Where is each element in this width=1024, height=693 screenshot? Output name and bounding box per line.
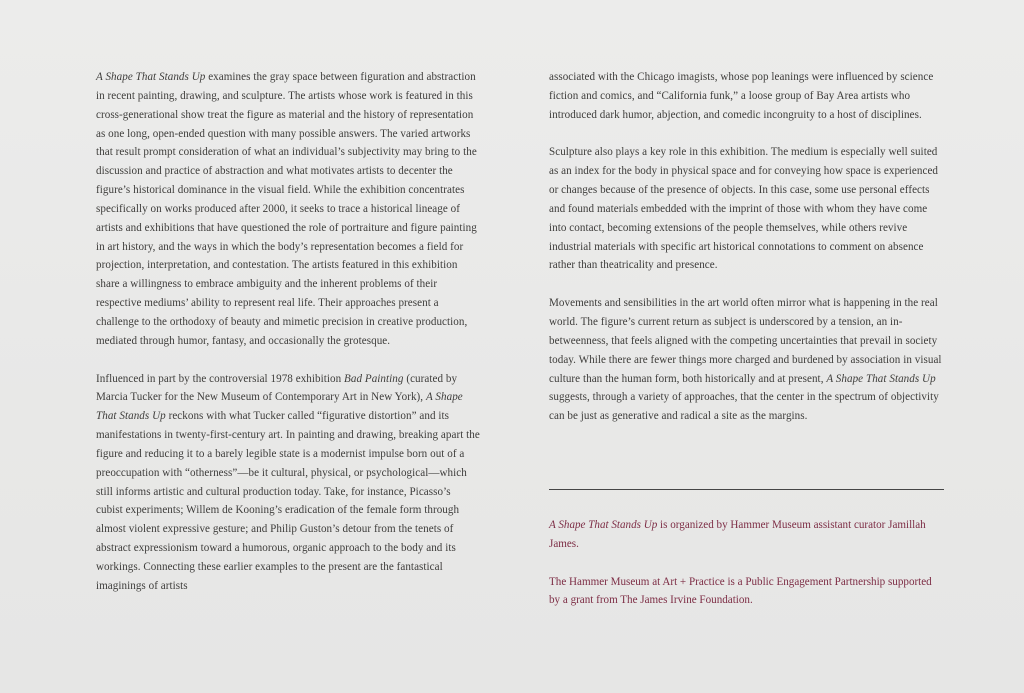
partnership-credit: The Hammer Museum at Art + Practice is a Public Engagement Partnership supported by a grant from The James Irvine Foundation. [549,575,932,607]
exhibition-title: A Shape That Stands Up [826,372,936,385]
credits-block [549,516,945,629]
history-paragraph [96,370,480,596]
history-text-a: Influenced in part by the controversial 1978 exhibition [96,372,345,385]
organizer-credit-text: is organized by Hammer Museum assistant curator Jamillah James. [549,519,926,550]
chicago-imagists-paragraph: associated with the Chicago imagists, whose pop leanings were influenced by science fiction and comics, and “California funk,” a loose group of Bay Area artists who introduced dark humor, abjection, and comedic incongruity to a host of disciplines. [549,71,934,121]
exhibition-title: A Shape That Stands Up [96,71,206,83]
movements-text-b: suggests, through a variety of approaches, that the center in the spectrum of objectivity can be just as generative and radical a site as the margins. [549,391,939,423]
bad-painting-title: Bad Painting [344,372,404,385]
organizer-credit [549,516,945,554]
divider-rule [549,489,944,490]
movements-paragraph [549,294,945,426]
exhibition-title: A Shape That Stands Up [96,391,463,423]
intro-paragraph-text: examines the gray space between figuration and abstraction in recent painting, drawing, and sculpture. The artists whose work is featured in this cross-generational show treat the figure as material and the history of representation as one long, open-ended question with many possible answers. The varied artworks that result prompt consideration of what an individual’s subjectivity may bring to the discussion and practice of abstraction and what motivates artists to decenter the figure’s historical dominance in the visual field. While the exhibition concentrates specifically on works produced after 2000, it seeks to trace a historical lineage of artists and exhibitions that have questioned the role of portraiture and figure painting in art history, and the ways in which the body’s representation becomes a field for projection, interpretation, and contestation. The artists featured in this exhibition share a willingness to embrace ambiguity and the inherent problems of their respective mediums’ ability to represent real life. Their approaches present a challenge to the orthodoxy of beauty and mimetic precision in creative production, mediated through humor, fantasy, and occasionally the grotesque. [96,71,477,347]
history-text-c: reckons with what Tucker called “figurative distortion” and its manifestations in twenty-first-century art. In painting and drawing, breaking apart the figure and reducing it to a barely legible state is a modernist impulse born out of a preoccupation with “otherness”—be it cultural, physical, or psychological—which still informs artistic and cultural production today. Take, for instance, Picasso’s cubist experiments; Willem de Kooning’s eradication of the female form through almost violent expressive gesture; and Philip Guston’s detour from the tenets of abstract expressionism toward a humorous, organic approach to the body and its workings. Connecting these earlier examples to the present are the fantastical imaginings of artists [96,410,480,592]
history-text-b: (curated by Marcia Tucker for the New Museum of Contemporary Art in New York), [96,372,458,404]
exhibition-title: A Shape That Stands Up [549,519,658,531]
intro-paragraph [96,68,480,351]
movements-text-a: Movements and sensibilities in the art world often mirror what is happening in the real world. The figure’s current return as subject is underscored by a tension, an in-betweenness, that feels aligned with the competing uncertainties that prevail in society today. While there are fewer things more charged and burdened by association in visual culture than the human form, both historically and at present, [549,297,942,385]
left-text-column [96,68,480,614]
sculpture-paragraph: Sculpture also plays a key role in this exhibition. The medium is especially well suited as an index for the body in physical space and for conveying how space is experienced or changes because of the presence of objects. In this case, some use personal effects and found materials embedded with the imprint of those with whom they have come into contact, becoming extensions of the people themselves, while others revive industrial materials with specific art historical connotations to comment on absence rather than theatricality and presence. [549,146,939,272]
right-text-column [549,68,945,445]
